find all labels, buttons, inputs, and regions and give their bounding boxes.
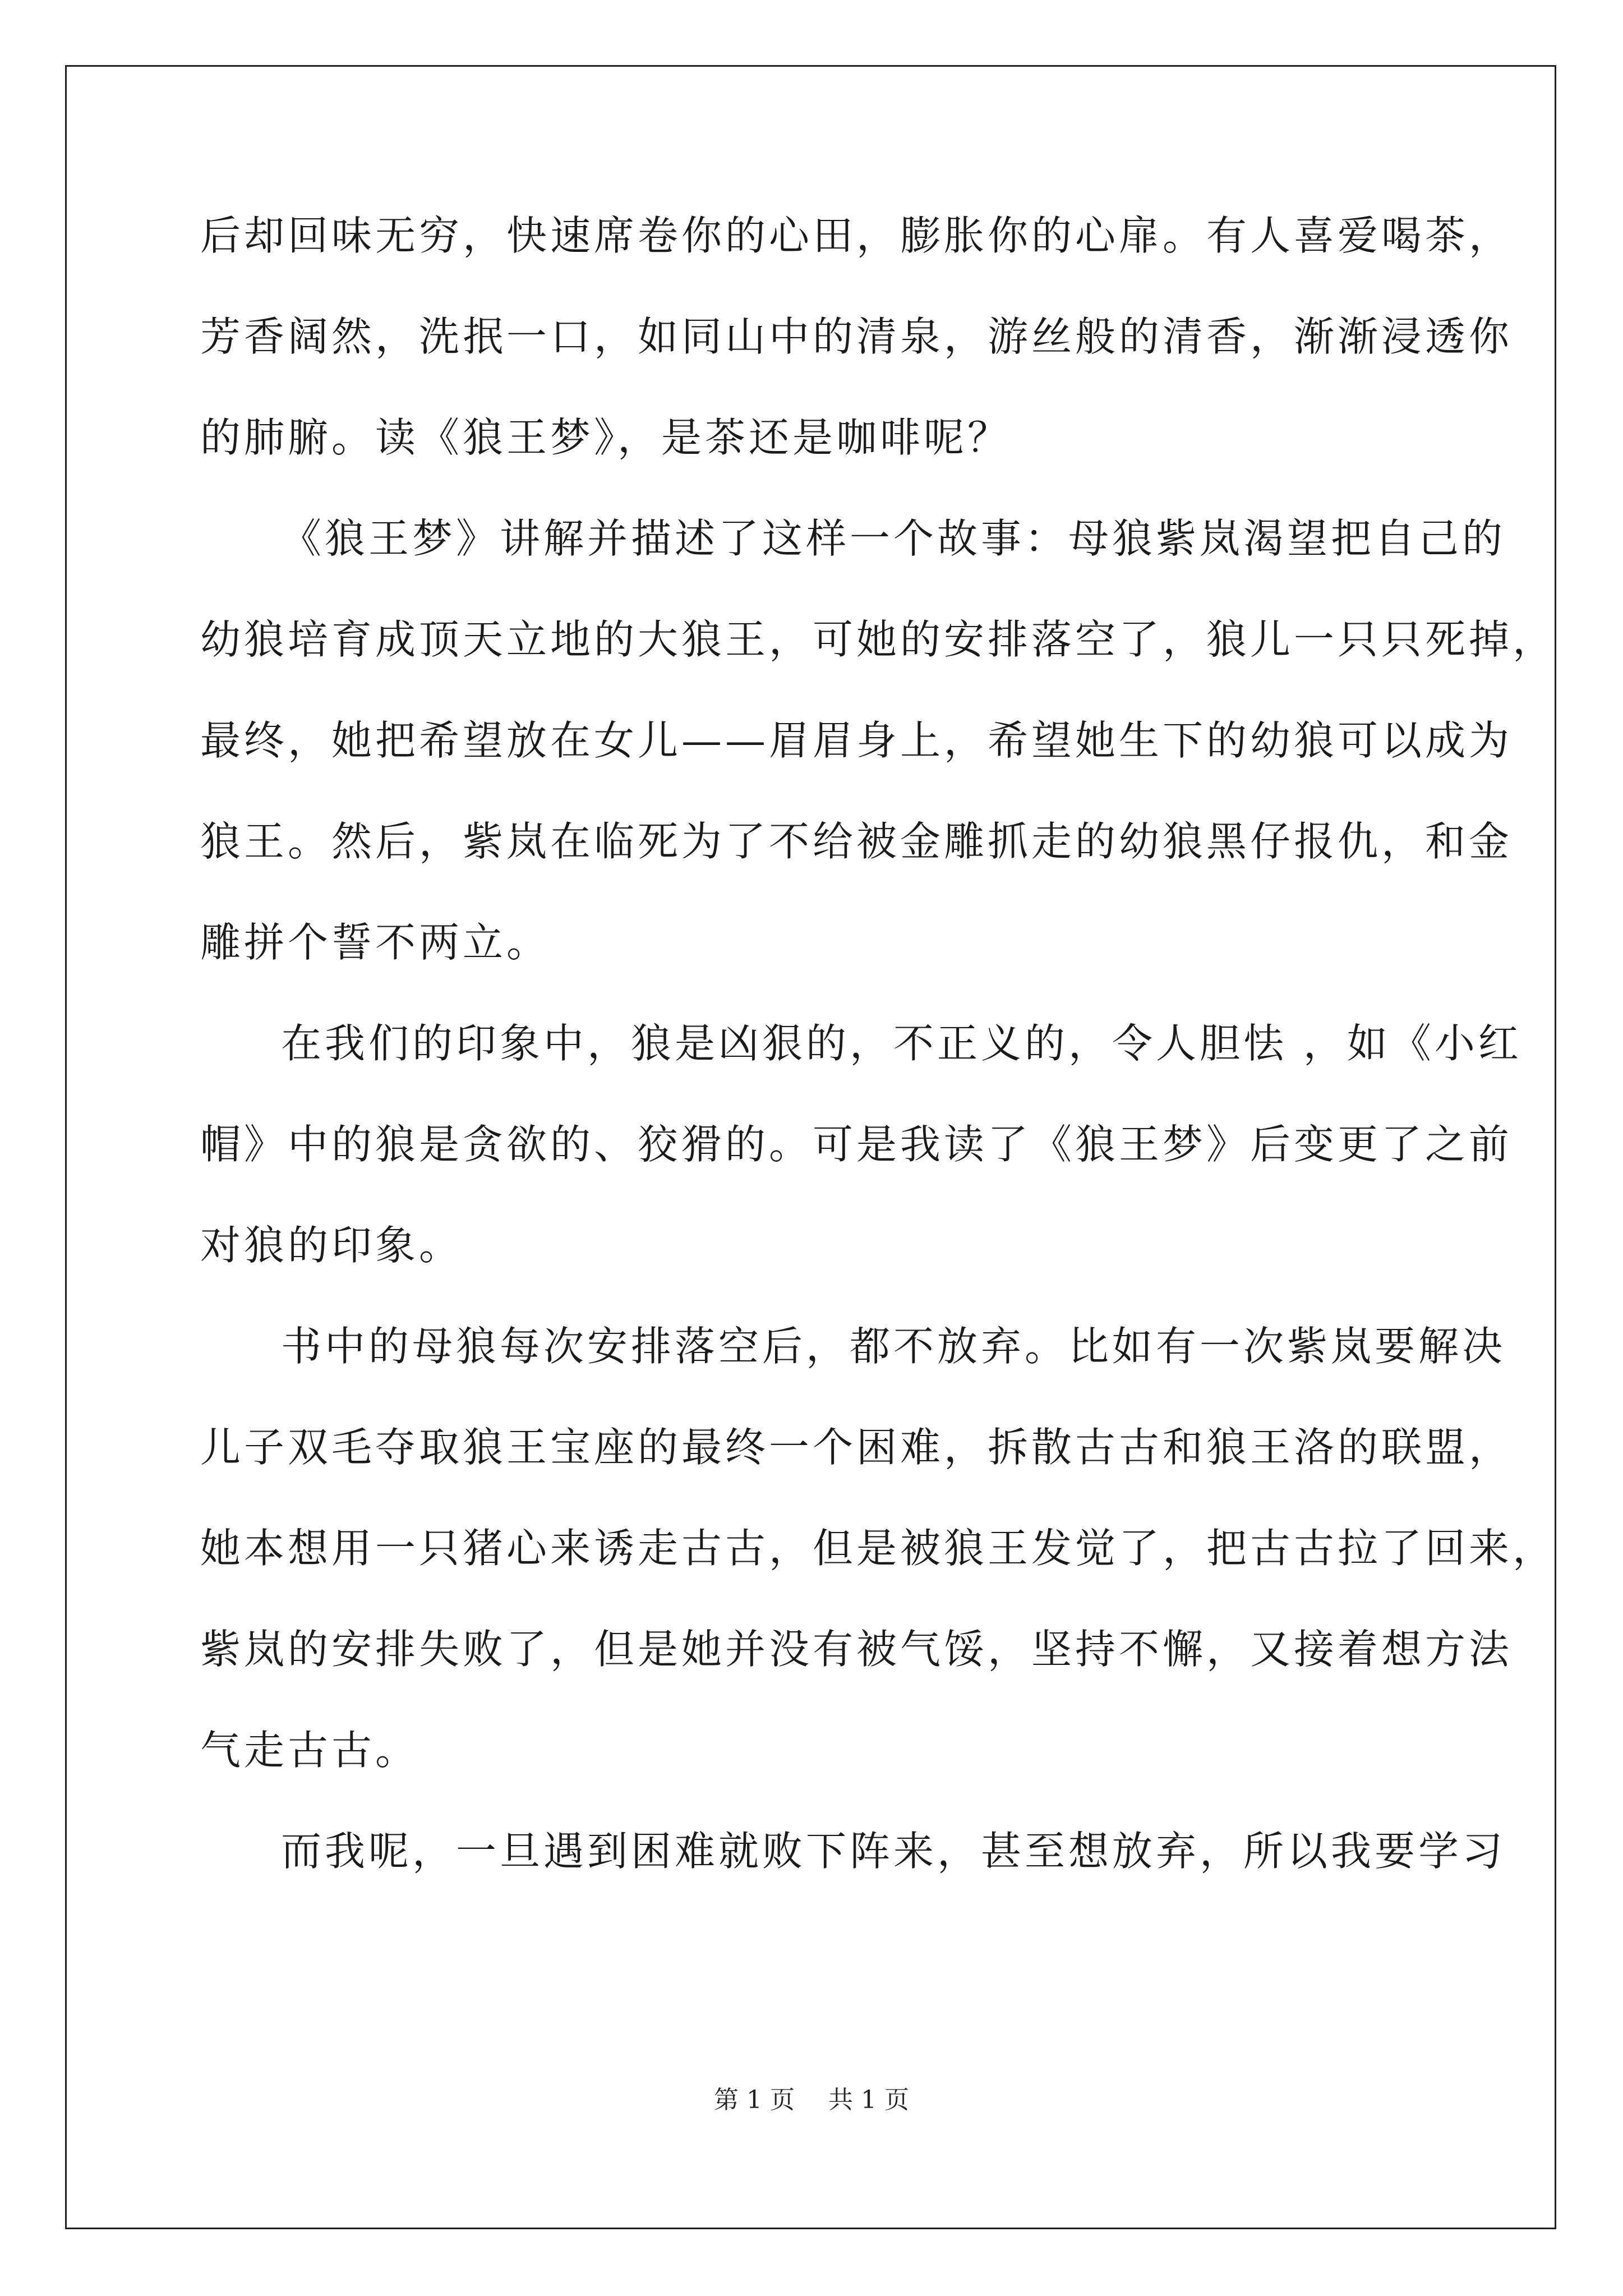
text-line: 雕拼个誓不两立。 bbox=[200, 919, 551, 966]
paragraph-start-line: 《狼王梦》讲解并描述了这样一个故事：母狼紫岚渴望把自己的 bbox=[281, 515, 1506, 562]
text-line: 气走古古。 bbox=[200, 1727, 419, 1774]
paragraph-start-line: 而我呢，一旦遇到困难就败下阵来，甚至想放弃，所以我要学习 bbox=[281, 1828, 1506, 1875]
document-body bbox=[200, 210, 1557, 1927]
text-line: 后却回味无穷，快速席卷你的心田，膨胀你的心扉。有人喜爱喝茶， bbox=[200, 212, 1513, 259]
page-footer bbox=[0, 2083, 1623, 2117]
text-line: 对狼的印象。 bbox=[200, 1222, 463, 1269]
text-line: 最终，她把希望放在女儿——眉眉身上，希望她生下的幼狼可以成为 bbox=[200, 717, 1513, 764]
paragraph-start-line: 书中的母狼每次安排落空后，都不放弃。比如有一次紫岚要解决 bbox=[281, 1323, 1506, 1370]
paragraph-start-line: 在我们的印象中，狼是凶狠的，不正义的，令人胆怯 ，如《小红 bbox=[281, 1020, 1522, 1067]
text-line: 帽》中的狼是贪欲的、狡猾的。可是我读了《狼王梦》后变更了之前 bbox=[200, 1121, 1513, 1168]
text-line: 狼王。然后，紫岚在临死为了不给被金雕抓走的幼狼黑仔报仇，和金 bbox=[200, 818, 1513, 865]
text-line: 紫岚的安排失败了，但是她并没有被气馁，坚持不懈，又接着想方法 bbox=[200, 1626, 1513, 1673]
text-line: 芳香阔然，洗抿一口，如同山中的清泉，游丝般的清香，渐渐浸透你 bbox=[200, 313, 1513, 360]
text-line: 她本想用一只猪心来诱走古古，但是被狼王发觉了，把古古拉了回来， bbox=[200, 1525, 1557, 1572]
text-line: 儿子双毛夺取狼王宝座的最终一个困难，拆散古古和狼王洛的联盟， bbox=[200, 1424, 1513, 1471]
text-line: 的肺腑。读《狼王梦》，是茶还是咖啡呢？ bbox=[200, 414, 1012, 461]
text-line: 幼狼培育成顶天立地的大狼王，可她的安排落空了，狼儿一只只死掉， bbox=[200, 616, 1557, 663]
page-total: 共 1 页 bbox=[828, 2086, 909, 2114]
page-number: 第 1 页 bbox=[714, 2086, 795, 2114]
